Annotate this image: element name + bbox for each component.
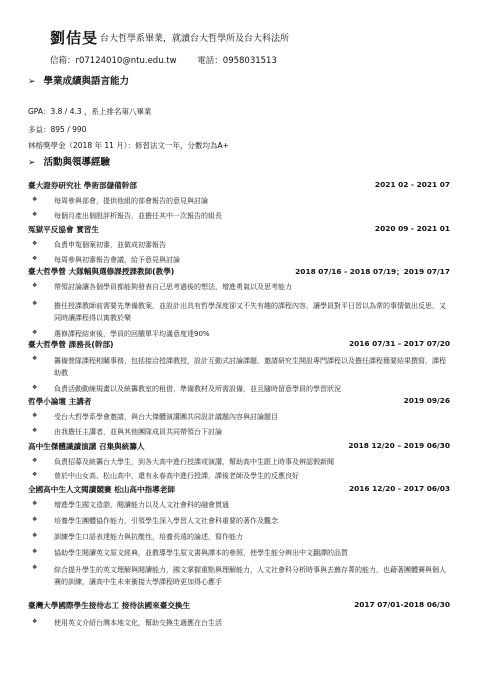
diamond-bullet-icon: ❖ bbox=[32, 548, 38, 555]
bullet-text: 綜合提升學生的英文理解與閱讀能力，國文掌握重點與理解能力，人文社會科分析時事與去蕪存菁的能力，也藉著團體賽與個人賽的訓練，讓高中生未來衝接大學課程時更加得心應手 bbox=[54, 566, 446, 586]
entry-title: 臺灣大學國際學生接待志工 接待法國來臺交換生 bbox=[28, 601, 191, 610]
entry-title: 臺大證券研究社 學術部儲備幹部 bbox=[28, 181, 137, 190]
bullet-text: 每周參與部會，提供他組的部會報告的意見與討論 bbox=[54, 197, 208, 205]
entry-date: 2017 07/01-2018 06/30 bbox=[354, 600, 450, 609]
section-academic-heading bbox=[28, 73, 129, 87]
bullet-item bbox=[32, 532, 452, 546]
diamond-bullet-icon: ❖ bbox=[32, 240, 38, 247]
phone: 電話：0958031513 bbox=[197, 56, 277, 66]
bullet-text: 擔任授課教師前需要先準備教案，並設計出具有哲學深度卻又不失有趣的課程內容，讓學員對平日習以為常的事情做出反思，又同時讓課程得以寓教於樂 bbox=[54, 302, 446, 322]
bullet-text: 選修課程結束後，學員的回饋單平均滿意度達90% bbox=[54, 330, 210, 338]
diamond-bullet-icon: ❖ bbox=[32, 412, 38, 419]
diamond-bullet-icon: ❖ bbox=[32, 300, 38, 307]
bullet-item bbox=[32, 412, 452, 426]
bullet-text: 由我擔任主講者，並與其他團隊成員共同帶領台下討論 bbox=[54, 428, 222, 436]
diamond-bullet-icon: ❖ bbox=[32, 532, 38, 539]
diamond-bullet-icon: ❖ bbox=[32, 427, 38, 434]
bullet-text: 培養學生團體協作能力，引領學生深入學習人文社會科重要的著作及觀念 bbox=[54, 517, 278, 525]
candidate-headline: 台大哲學系畢業，就讀台大哲學所及台大科法所 bbox=[100, 34, 290, 44]
bullet-item bbox=[32, 355, 452, 377]
diamond-bullet-icon: ❖ bbox=[32, 329, 38, 336]
entry-date: 2020 09 - 2021 01 bbox=[374, 224, 450, 233]
diamond-bullet-icon: ❖ bbox=[32, 500, 38, 507]
candidate-name: 劉佶旻 bbox=[50, 29, 99, 47]
entry-title: 冤獄平反協會 實習生 bbox=[28, 225, 99, 234]
bullet-item bbox=[32, 282, 452, 296]
bullet-text: 每周參與初審報告會議，給予意見與討論 bbox=[54, 256, 180, 264]
diamond-bullet-icon: ❖ bbox=[32, 196, 38, 203]
section-title: 活動與領導經驗 bbox=[43, 157, 111, 168]
bullet-item bbox=[32, 618, 452, 632]
bullet-text: 增進學生國文造詣，閱讀能力以及人文社會科的融會貫通 bbox=[54, 501, 229, 509]
contact-line bbox=[50, 54, 281, 66]
diamond-bullet-icon: ❖ bbox=[32, 211, 38, 218]
entry-title: 全國高中生人文閱讀競賽 松山高中指導老師 bbox=[28, 485, 175, 494]
bullet-item bbox=[32, 471, 452, 485]
bullet-item bbox=[32, 384, 452, 398]
entry-title: 哲學小論壇 主講者 bbox=[28, 397, 92, 406]
diamond-bullet-icon: ❖ bbox=[32, 516, 38, 523]
academic-toeic: 多益：895 / 990 bbox=[28, 125, 87, 134]
entry-date: 2016 07/31 - 2017 07/20 bbox=[348, 339, 450, 348]
bullet-item bbox=[32, 548, 452, 562]
diamond-bullet-icon: ❖ bbox=[32, 564, 38, 571]
entry-date: 2016 12/20 - 2017 06/03 bbox=[348, 484, 450, 493]
bullet-text: 負責申冤個案初審，並做成初審報告 bbox=[54, 241, 166, 249]
arrow-icon: ➢ bbox=[28, 158, 36, 168]
bullet-text: 曾於中山女高、松山高中，還有永春高中進行授課，課後老師及學生的反應良好 bbox=[54, 472, 299, 480]
bullet-item bbox=[32, 240, 452, 254]
bullet-text: 訓練學生口語表達能力與抗壓性，培養長遠的論述，寫作能力 bbox=[54, 533, 243, 541]
bullet-item bbox=[32, 211, 452, 225]
diamond-bullet-icon: ❖ bbox=[32, 457, 38, 464]
entry-date: 2019 09/26 bbox=[403, 396, 450, 405]
diamond-bullet-icon: ❖ bbox=[32, 618, 38, 625]
academic-gpa: GPA：3.8 / 4.3 ，系上排名第八畢業 bbox=[28, 107, 152, 116]
arrow-icon: ➢ bbox=[28, 77, 36, 87]
bullet-text: 負責活動動線規畫以及統籌教室的租借，準備教材及所需設備，並且隨時留意學員的學習狀況 bbox=[54, 385, 341, 393]
bullet-text: 帶領討論讓各個學員都能夠發表自己思考過後的想法，增進勇氣以及思考能力 bbox=[54, 283, 292, 291]
diamond-bullet-icon: ❖ bbox=[32, 384, 38, 391]
section-title: 學業成績與語言能力 bbox=[43, 76, 130, 87]
bullet-text: 使用英文介紹台灣本地文化，幫助交換生適應在台生活 bbox=[54, 619, 222, 627]
bullet-text: 協助學生閱讀英文原文經典，並教導學生原文書與譯本的參照，使學生能分辨出中文翻譯的品質 bbox=[54, 549, 348, 557]
bullet-text: 受台大哲學系學會邀請，與台大傑體演講團共同設計議題內容與討論題目 bbox=[54, 413, 278, 421]
bullet-text: 負責招募及統籌台大學生，到各大高中進行授課或演講，幫助高中生跟上時事及辨認假新聞 bbox=[54, 458, 334, 466]
section-activities-heading bbox=[28, 154, 110, 168]
entry-title: 高中生傑體識讀演講 召集與統籌人 bbox=[28, 442, 145, 451]
diamond-bullet-icon: ❖ bbox=[32, 255, 38, 262]
entry-title: 臺大哲學營 大隊輔與選修課授課教師(教學) bbox=[28, 267, 175, 276]
bullet-item bbox=[32, 427, 452, 441]
entry-title: 臺大哲學營 課務長(幹部) bbox=[28, 340, 114, 349]
bullet-item bbox=[32, 516, 452, 530]
email[interactable]: 信箱：r07124010@ntu.edu.tw bbox=[50, 56, 177, 66]
diamond-bullet-icon: ❖ bbox=[32, 471, 38, 478]
bullet-item bbox=[32, 457, 452, 471]
entry-date: 2018 07/16 - 2018 07/19；2019 07/17 bbox=[295, 267, 450, 276]
bullet-text: 籌備營隊課程相關事務，包括接洽授課教授，設計互動式討論課題，邀請研究生開設專門課程以及擔任課程簡要結果撰寫，課程助教 bbox=[54, 357, 446, 377]
diamond-bullet-icon: ❖ bbox=[32, 282, 38, 289]
entry-date: 2021 02 - 2021 07 bbox=[374, 180, 450, 189]
bullet-item bbox=[32, 564, 452, 586]
academic-scholarship: 林榕獎學金（2018 年 11 月）：修習法文一年，分數均為A+ bbox=[28, 141, 229, 150]
diamond-bullet-icon: ❖ bbox=[32, 355, 38, 362]
bullet-text: 每個月產出個股評析報告，並擔任其中一次報告的組長 bbox=[54, 212, 222, 220]
bullet-item bbox=[32, 500, 452, 514]
entry-date: 2018 12/20 – 2019 06/30 bbox=[348, 441, 450, 450]
bullet-item bbox=[32, 300, 452, 322]
bullet-item bbox=[32, 196, 452, 210]
